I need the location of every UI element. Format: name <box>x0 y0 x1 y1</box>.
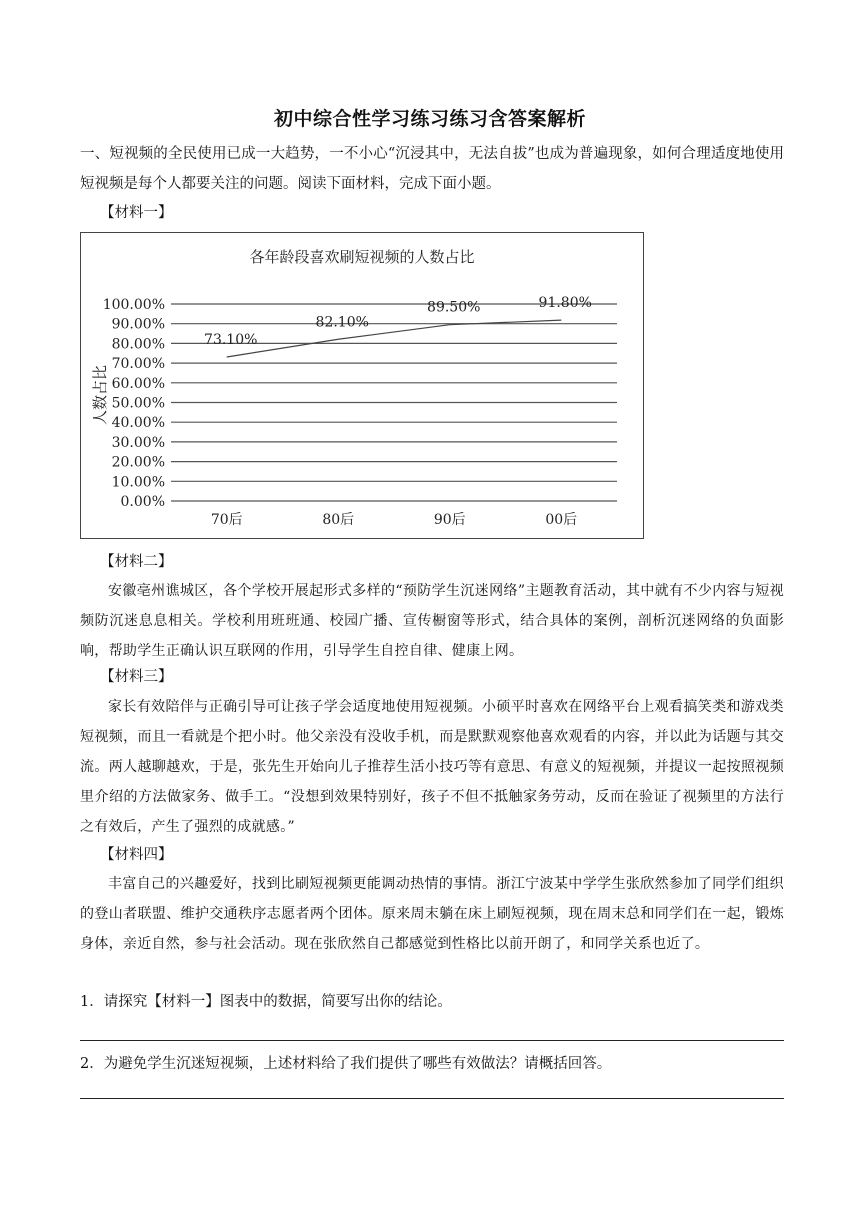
y-tick-label: 30.00% <box>111 434 165 451</box>
material4-label: 【材料四】 <box>100 847 173 863</box>
material3-text: 家长有效陪伴与正确引导可让孩子学会适度地使用短视频。小硕平时喜欢在网络平台上观看搞笑类和游戏类短视频，而且一看就是个把小时。他父亲没有没收手机，而是默默观察他喜欢观看的内容，并以此为话题与其交流。两人越聊越欢，于是，张先生开始向儿子推荐生活小技巧等有意思、有意义的短视频，并提议一起按照视频里介绍的方法做家务、做手工。“没想到效果特别好，孩子不但不抵触家务劳动，反而在验证了视频里的方法行之有效后，产生了强烈的成就感。” <box>80 699 784 835</box>
y-tick-label: 40.00% <box>111 415 165 432</box>
y-tick-label: 100.00% <box>102 297 165 313</box>
material4-text: 丰富自己的兴趣爱好，找到比刷短视频更能调动热情的事情。浙江宁波某中学学生张欣然参加了同学们组织的登山者联盟、维护交通秩序志愿者两个团体。原来周末躺在床上刷短视频，现在周末总和同学们在一起，锻炼身体，亲近自然，参与社会活动。现在张欣然自己都感觉到性格比以前开朗了，和同学关系也近了。 <box>80 876 784 952</box>
answer-line-2[interactable] <box>80 1098 784 1099</box>
chart-svg <box>81 233 643 538</box>
question-2: 2．为避免学生沉迷短视频，上述材料给了我们提供了哪些有效做法？请概括回答。 <box>80 1056 612 1072</box>
y-tick-label: 90.00% <box>111 316 165 333</box>
page-title: 初中综合性学习练习练习含答案解析 <box>273 108 586 130</box>
x-tick-label: 80后 <box>322 512 355 528</box>
chart-title: 各年龄段喜欢刷短视频的人数占比 <box>249 248 475 266</box>
answer-line-1[interactable] <box>80 1040 784 1041</box>
y-tick-label: 80.00% <box>111 336 165 353</box>
x-tick-label: 00后 <box>545 512 578 528</box>
data-label: 73.10% <box>204 331 258 348</box>
material2-text: 安徽亳州谯城区，各个学校开展起形式多样的“预防学生沉迷网络”主题教育活动，其中就有不少内容与短视频防沉迷息息相关。学校利用班班通、校园广播、宣传橱窗等形式，结合具体的案例，剖析沉迷网络的负面影响，帮助学生正确认识互联网的作用，引导学生自控自律、健康上网。 <box>80 583 784 659</box>
y-tick-label: 0.00% <box>120 494 165 510</box>
line-chart <box>80 232 644 539</box>
series-line <box>227 320 562 357</box>
y-tick-label: 60.00% <box>111 375 165 392</box>
question-1: 1．请探究【材料一】图表中的数据，简要写出你的结论。 <box>80 994 452 1010</box>
y-tick-label: 20.00% <box>111 454 165 471</box>
data-label: 91.80% <box>538 295 592 312</box>
x-tick-label: 90后 <box>433 512 466 528</box>
data-label: 82.10% <box>315 314 369 331</box>
y-tick-label: 10.00% <box>111 474 165 491</box>
y-tick-label: 50.00% <box>111 395 165 412</box>
material1-label: 【材料一】 <box>100 205 173 221</box>
data-label: 89.50% <box>427 299 481 316</box>
y-tick-label: 70.00% <box>111 356 165 373</box>
x-tick-label: 70后 <box>210 512 243 528</box>
material2-label: 【材料二】 <box>100 554 173 570</box>
question-intro: 一、短视频的全民使用已成一大趋势，一不小心“沉浸其中，无法自拔”也成为普遍现象，如何合理适度地使用短视频是每个人都要关注的问题。阅读下面材料，完成下面小题。 <box>80 146 784 192</box>
material3-label: 【材料三】 <box>100 669 173 685</box>
y-axis-label: 人数占比 <box>91 364 109 426</box>
